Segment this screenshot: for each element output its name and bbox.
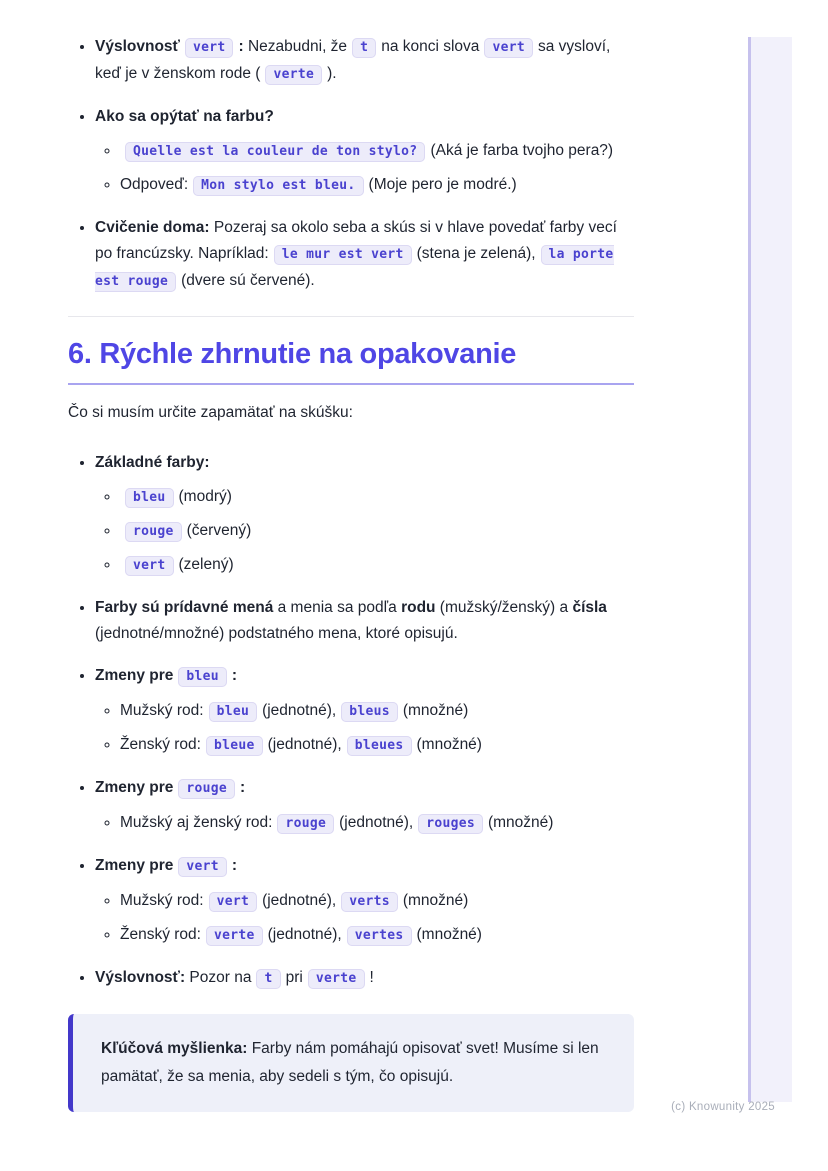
code-chip: rouge [277,814,334,834]
text-segment: Ženský rod: [120,926,201,943]
sub-list [95,483,634,579]
list-item-text [120,142,613,159]
text-segment: Výslovnosť: [95,969,186,986]
list-item-text [120,556,234,573]
sub-list [95,887,634,949]
sub-list [95,137,634,199]
list-item-vyslovnost [95,34,634,88]
list-item-zmeny-vert [95,853,634,949]
code-chip: bleu [209,702,258,722]
list-item-vyslovnost-pozor [95,965,634,992]
code-chip: bleu [178,667,227,687]
list-item-text [120,176,517,193]
top-list [68,34,634,295]
code-chip: verts [341,892,398,912]
sub-list-item [120,887,634,915]
list-item-text [120,892,468,909]
text-segment: (červený) [186,522,252,539]
code-chip: Mon stylo est bleu. [193,176,363,196]
code-chip: Quelle est la couleur de ton stylo? [125,142,425,162]
text-segment: ! [369,969,374,986]
text-segment: (jednotné), [262,702,337,719]
code-chip: vertes [347,926,412,946]
page-content [68,0,634,1112]
code-chip: rouges [418,814,483,834]
code-chip: t [352,38,376,58]
text-segment: : [231,857,238,874]
code-chip: vert [185,38,234,58]
code-chip: vert [484,38,533,58]
list-item-ako-sa-opytat [95,104,634,199]
list-item-text [95,599,607,642]
list-item-text [95,38,610,82]
list-item-text [120,522,251,539]
list-item-text [95,857,237,874]
list-item-text [95,219,617,289]
code-chip: le mur est vert [274,245,412,265]
code-chip: bleus [341,702,398,722]
sub-list-item [120,921,634,949]
sub-list-item [120,137,634,165]
sub-list-item [120,697,634,725]
text-segment: (množné) [402,892,469,909]
list-item-text [95,108,274,125]
text-segment: (mužský/ženský) a [435,599,573,616]
text-segment: Výslovnosť [95,38,180,55]
list-item-text [120,926,482,943]
text-segment: (množné) [487,814,554,831]
text-segment: Ako sa opýtať na farbu? [95,108,274,125]
code-chip: vert [178,857,227,877]
text-segment: na konci slova [381,38,480,55]
summary-list [68,450,634,992]
code-chip: bleues [347,736,412,756]
text-segment: Odpoveď: [120,176,189,193]
text-segment: (jednotné), [262,892,337,909]
text-segment: (množné) [416,926,482,943]
text-segment: : [238,38,244,55]
key-idea-callout [68,1014,634,1112]
text-segment: Pozeraj sa okolo seba a skús si v hlave povedať farby vecí po francúzsky. Napríklad: [95,219,617,262]
text-segment: a menia sa podľa [273,599,402,616]
list-item-text [95,667,237,684]
text-segment: Mužský aj ženský rod: [120,814,273,831]
section-divider [68,316,634,317]
list-item-text [120,814,553,831]
list-item-text [120,488,232,505]
list-item-zmeny-rouge [95,775,634,837]
page-edge-strip [748,37,792,1102]
code-chip: vert [209,892,258,912]
sub-list-item [120,809,634,837]
text-segment: Zmeny pre [95,857,174,874]
list-item-text [95,454,210,471]
text-segment: (jednotné/množné) podstatného mena, ktoré opisujú. [95,625,458,642]
text-segment: pri [285,969,303,986]
text-segment: (jednotné), [267,926,342,943]
code-chip: bleu [125,488,174,508]
code-chip: rouge [178,779,235,799]
list-item-cvicenie-doma [95,215,634,295]
text-segment: Pozor na [185,969,252,986]
text-segment: Farby nám pomáhajú opisovať svet! Musíme si len pamätať, že sa menia, aby sedeli s tým, čo opisujú. [101,1040,599,1085]
text-segment: (Moje pero je modré.) [368,176,517,193]
list-item-zmeny-bleu [95,663,634,759]
text-segment: (zelený) [178,556,234,573]
code-chip: verte [265,65,322,85]
text-segment: : [231,667,238,684]
text-segment: (modrý) [178,488,232,505]
sub-list [95,697,634,759]
code-chip: rouge [125,522,182,542]
text-segment: ). [327,65,337,82]
code-chip: vert [125,556,174,576]
list-item-zakladne-farby [95,450,634,579]
code-chip: bleue [206,736,263,756]
code-chip: la porte est rouge [95,245,614,292]
text-segment: Ženský rod: [120,736,201,753]
sub-list-item [120,551,634,579]
sub-list-item [120,731,634,759]
text-segment: Základné farby: [95,454,210,471]
sub-list-item [120,517,634,545]
callout-text [101,1040,599,1085]
code-chip: verte [206,926,263,946]
text-segment: (dvere sú červené). [181,272,315,289]
code-chip: t [256,969,280,989]
text-segment: (jednotné), [339,814,414,831]
text-segment: Farby sú prídavné mená [95,599,274,616]
text-segment: Kľúčová myšlienka: [101,1040,248,1057]
text-segment: Zmeny pre [95,779,174,796]
list-item-text [120,702,468,719]
text-segment: (jednotné), [267,736,342,753]
sub-list-item [120,483,634,511]
sub-list-item [120,171,634,199]
intro-paragraph: Čo si musím určite zapamätať na skúšku: [68,404,353,421]
text-segment: Mužský rod: [120,892,204,909]
sub-list [95,809,634,837]
text-segment: Nezabudni, že [243,38,348,55]
list-item-text [95,969,374,986]
text-segment: sa vysloví, keď je v ženskom rode ( [95,38,611,82]
text-segment: (stena je zelená), [416,245,536,262]
text-segment: Mužský rod: [120,702,204,719]
section-heading: 6. Rýchle zhrnutie na opakovanie [68,337,634,385]
text-segment: (množné) [402,702,469,719]
text-segment: Zmeny pre [95,667,174,684]
list-item-text [95,779,245,796]
text-segment: Cvičenie doma: [95,219,210,236]
list-item-pridavne-mena [95,595,634,647]
text-segment: rodu [401,599,436,616]
code-chip: verte [308,969,365,989]
text-segment: čísla [572,599,607,616]
text-segment: (množné) [416,736,482,753]
list-item-text [120,736,482,753]
text-segment: : [240,779,246,796]
copyright-text: (c) Knowunity 2025 [671,1101,775,1113]
text-segment: (Aká je farba tvojho pera?) [430,142,614,159]
